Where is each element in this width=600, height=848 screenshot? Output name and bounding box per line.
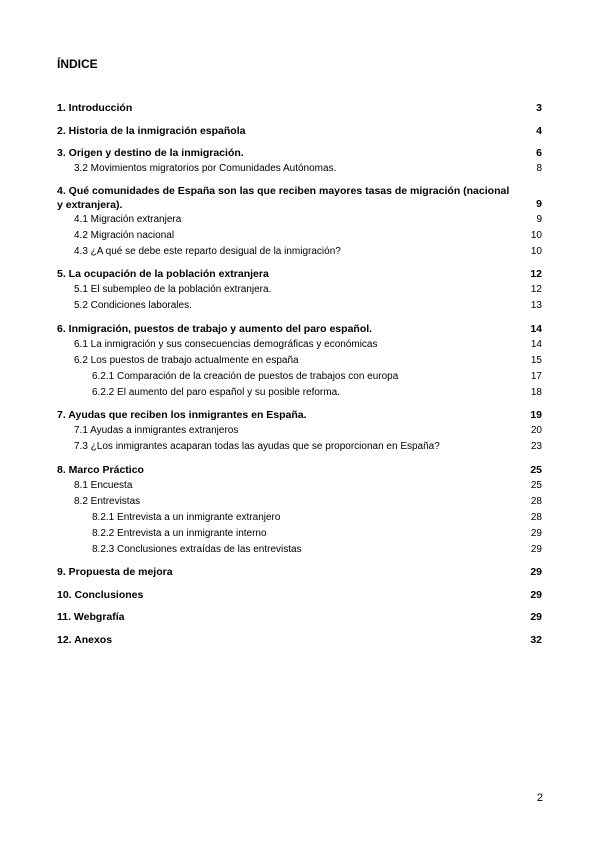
toc-entry-page: 29 — [530, 543, 542, 555]
toc-entry-label: 12. Anexos — [57, 633, 113, 646]
toc-entry[interactable] — [57, 526, 542, 542]
toc-entry-page: 29 — [530, 588, 542, 601]
toc-entry-page: 14 — [530, 338, 542, 350]
toc-entry[interactable] — [57, 212, 542, 228]
toc-entry[interactable] — [57, 510, 542, 526]
toc-entry-label: 9. Propuesta de mejora — [57, 566, 173, 578]
toc-entry[interactable] — [57, 266, 542, 282]
toc-entry-page: 14 — [530, 322, 542, 335]
toc-entry-label: 10. Conclusiones — [57, 588, 144, 601]
toc-entry-label: 4.2 Migración nacional — [74, 229, 175, 241]
toc-entry-page: 10 — [530, 229, 542, 241]
toc-entry[interactable] — [57, 494, 542, 510]
toc-entry-label: 6. Inmigración, puestos de trabajo y aumento del paro español. — [57, 322, 373, 335]
toc-entry[interactable] — [57, 123, 542, 139]
toc-entry[interactable] — [57, 321, 542, 337]
toc-entry-label: 8.1 Encuesta — [74, 479, 133, 491]
toc-entry[interactable] — [57, 407, 542, 423]
toc-entry-page: 8 — [536, 163, 542, 174]
toc-entry-label: 1. Introducción — [57, 102, 133, 114]
toc-entry[interactable] — [57, 337, 542, 353]
toc-entry[interactable] — [57, 145, 542, 161]
toc-entry-label: 8. Marco Práctico — [57, 463, 144, 476]
table-of-contents — [57, 100, 542, 648]
toc-entry-label: 2. Historia de la inmigración española — [57, 124, 246, 137]
toc-entry-label: 8.2.3 Conclusiones extraídas de las entrevistas — [92, 543, 302, 555]
toc-entry-page: 15 — [530, 354, 542, 366]
toc-entry-page: 6 — [536, 147, 542, 159]
toc-entry-page: 12 — [530, 284, 542, 295]
toc-entry-page: 28 — [530, 511, 542, 523]
toc-entry[interactable] — [57, 385, 542, 401]
toc-entry[interactable] — [57, 161, 542, 177]
toc-entry[interactable] — [57, 100, 542, 116]
toc-entry[interactable] — [57, 564, 542, 580]
toc-entry-label: 3.2 Movimientos migratorios por Comunidades Autónomas. — [74, 163, 337, 174]
toc-entry[interactable] — [57, 462, 542, 478]
toc-entry-page: 29 — [530, 566, 542, 578]
toc-entry-page: 25 — [530, 479, 542, 491]
toc-entry-label: 4.3 ¿A qué se debe este reparto desigual de la inmigración? — [74, 245, 341, 257]
toc-entry-label: 5.1 El subempleo de la población extranjera. — [74, 284, 272, 295]
toc-entry[interactable] — [57, 184, 542, 212]
toc-entry-page: 25 — [530, 463, 542, 476]
toc-entry-label: 7.3 ¿Los inmigrantes acaparan todas las ayudas que se proporcionan en España? — [74, 441, 440, 452]
toc-entry-page: 28 — [530, 495, 542, 507]
toc-entry-page: 9 — [536, 197, 542, 210]
toc-entry-label: 7.1 Ayudas a inmigrantes extranjeros — [74, 425, 239, 436]
toc-entry-label: 6.2.2 El aumento del paro español y su posible reforma. — [92, 386, 340, 398]
toc-entry-page: 19 — [530, 409, 542, 421]
toc-entry[interactable] — [57, 609, 542, 625]
toc-entry-label: 8.2.2 Entrevista a un inmigrante interno — [92, 527, 267, 539]
toc-entry-label: 4. Qué comunidades de España son las que reciben mayores tasas de migración (nacional y extranjera). — [57, 184, 510, 211]
toc-entry[interactable] — [57, 369, 542, 385]
toc-entry-page: 29 — [530, 527, 542, 539]
toc-entry[interactable] — [57, 298, 542, 314]
toc-entry[interactable] — [57, 244, 542, 260]
toc-entry-label: 11. Webgrafía — [57, 611, 125, 623]
toc-entry-page: 12 — [530, 268, 542, 280]
toc-entry-page: 17 — [530, 370, 542, 382]
toc-entry[interactable] — [57, 439, 542, 455]
toc-entry-label: 6.2 Los puestos de trabajo actualmente en españa — [74, 354, 299, 366]
page-title: ÍNDICE — [57, 57, 98, 71]
toc-entry-page: 32 — [530, 633, 542, 646]
toc-entry-page: 9 — [536, 213, 542, 225]
toc-entry-page: 13 — [530, 300, 542, 311]
toc-entry-page: 4 — [536, 124, 542, 137]
toc-entry-label: 7. Ayudas que reciben los inmigrantes en España. — [57, 409, 307, 421]
toc-entry[interactable] — [57, 353, 542, 369]
toc-entry-label: 5. La ocupación de la población extranjera — [57, 268, 269, 280]
toc-entry-page: 18 — [530, 386, 542, 398]
toc-entry-label: 3. Origen y destino de la inmigración. — [57, 147, 244, 159]
toc-entry[interactable] — [57, 587, 542, 603]
toc-entry-page: 23 — [530, 441, 542, 452]
toc-entry[interactable] — [57, 282, 542, 298]
toc-entry-page: 20 — [530, 425, 542, 436]
toc-entry-page: 10 — [530, 245, 542, 257]
toc-entry[interactable] — [57, 542, 542, 558]
toc-entry-label: 8.2.1 Entrevista a un inmigrante extranjero — [92, 511, 281, 523]
toc-entry[interactable] — [57, 478, 542, 494]
toc-entry-label: 6.1 La inmigración y sus consecuencias demográficas y económicas — [74, 338, 378, 350]
page-number: 2 — [536, 792, 543, 804]
toc-entry-page: 3 — [536, 102, 542, 114]
toc-entry-label: 5.2 Condiciones laborales. — [74, 300, 192, 311]
toc-entry-label: 4.1 Migración extranjera — [74, 213, 182, 225]
toc-entry[interactable] — [57, 423, 542, 439]
toc-entry-page: 29 — [530, 611, 542, 623]
toc-entry[interactable] — [57, 228, 542, 244]
toc-entry-label: 8.2 Entrevistas — [74, 495, 141, 507]
toc-entry[interactable] — [57, 632, 542, 648]
toc-entry-label: 6.2.1 Comparación de la creación de puestos de trabajos con europa — [92, 370, 399, 382]
